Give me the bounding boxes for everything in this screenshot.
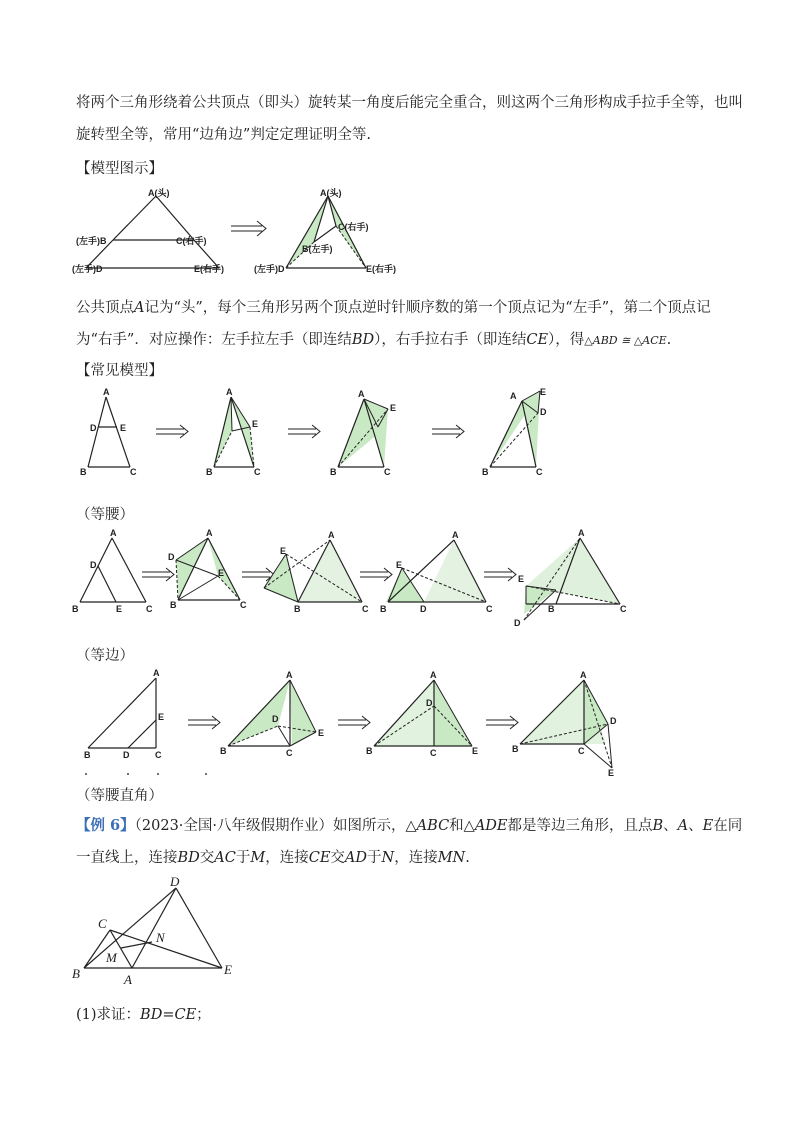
example-text: 交 [199,850,215,866]
example-var: ABC [416,818,450,834]
label-a: A [328,530,335,540]
label-a: A [286,670,293,680]
label-b: B [512,744,519,754]
example-var: B [652,818,664,834]
label-c: C [286,748,293,758]
label-n: N [156,930,165,945]
label-b: B [482,467,489,477]
isosceles-figures [76,385,576,480]
example-var: MN [437,850,466,866]
label-e: E [472,746,479,756]
model-label-b2: B(左手) [302,244,333,254]
label-c: C [384,467,391,477]
label-c: C [98,916,107,931]
arrow [188,716,220,729]
label-d: D [272,714,279,724]
example-text: 、 [688,818,703,834]
explain-text: 公共顶点 [76,300,134,316]
equi-fig-5 [514,528,627,628]
example-text: 于 [367,850,382,866]
equi-fig-4 [380,530,493,614]
label-a: A [206,528,213,538]
label-a: A [510,391,517,401]
example-var: E [702,818,714,834]
caption-isosceles: （等腰） [76,507,134,523]
explain-line-1 [76,298,711,318]
label-a: A [358,389,365,399]
section-heading-common: 【常见模型】 [76,363,163,379]
explain-text: . [666,332,672,348]
example-var: BD [177,850,200,866]
example-var: A [677,818,689,834]
model-label-d2: (左手)D [254,264,285,274]
example-text: （2023·全国·八年级假期作业）如图所示，△ [134,818,417,834]
label-e: E [252,419,259,429]
section-heading-model: 【模型图示】 [76,161,163,177]
label-b: B [206,467,213,477]
model-label-a: A(头) [148,188,170,198]
label-e: E [540,387,547,397]
model-label-e2: E(右手) [366,264,396,274]
question-text: ； [196,1007,211,1023]
label-a: A [226,387,233,397]
label-e: E [608,768,615,778]
label-d: D [90,560,97,570]
example-figure [64,872,254,992]
rt-fig-1 [84,668,207,775]
example-var: CE [308,850,331,866]
arrow [360,568,392,581]
arrow [156,425,188,438]
arrow [432,425,464,438]
arrow [484,568,516,581]
label-b: B [80,467,87,477]
model-label-a2: A(头) [320,188,342,198]
equi-fig-1 [72,528,153,614]
label-c: C [155,750,162,760]
label-b: B [330,467,337,477]
label-d: D [514,618,521,628]
label-b: B [294,604,301,614]
label-d: D [170,874,180,889]
example-text: 在同 [713,818,743,834]
label-c: C [130,467,137,477]
rt-fig-4 [512,670,617,778]
model-right-diagram [254,187,396,274]
arrow [486,716,518,729]
equi-fig-3 [264,530,369,614]
explain-text: 记为“头”，每个三角形另两个顶点逆时针顺序数的第一个顶点记为“左手”，第二个顶点记 [144,300,711,316]
label-d: D [123,750,130,760]
example-text: 都是等边三角形，且点 [507,818,653,834]
label-a: A [578,528,585,538]
label-c: C [430,748,437,758]
rt-fig-3 [366,670,478,758]
rt-fig-2 [220,670,324,758]
label-e: E [390,403,397,413]
model-label-c2: C(右手) [338,222,369,232]
explain-text: 为“右手”．对应操作：左手拉左手（即连结 [76,332,352,348]
model-label-e: E(右手) [194,264,224,274]
model-figure [72,188,416,278]
example-var: AC [214,850,236,866]
label-e: E [116,604,123,614]
label-d: D [426,698,433,708]
label-a: A [103,387,110,397]
question-1 [76,1005,211,1025]
label-e: E [280,546,287,556]
model-left-diagram [72,187,224,274]
label-b: B [72,966,80,981]
label-b: B [72,604,79,614]
equi-fig-2 [168,528,247,610]
example-text: 于 [235,850,251,866]
intro-line-1: 将两个三角形绕着公共顶点（即头）旋转某一角度后能完全重合，则这两个三角形构成手拉手全等，也叫 [76,95,743,111]
label-a: A [452,530,459,540]
label-b: B [380,604,387,614]
label-c: C [240,600,247,610]
iso-fig-1 [80,387,137,477]
example-text: 和△ [449,818,475,834]
label-b: B [84,750,91,760]
example-tag: 【例 6】 [76,817,135,834]
label-d: D [168,552,175,562]
arrow [288,425,320,438]
label-m: M [106,950,117,965]
label-c: C [578,746,585,756]
equilateral-figures [72,528,632,630]
label-e: E [224,962,232,977]
example-text: ，连接 [394,850,438,866]
label-c: C [486,604,493,614]
example-var: M [250,850,266,866]
label-a: A [580,670,587,680]
label-d: D [610,716,617,726]
label-b: B [220,746,227,756]
label-a: A [153,668,160,678]
label-e: E [120,423,127,433]
caption-equilateral: （等边） [76,648,134,664]
label-e: E [218,568,225,578]
iso-fig-4 [482,387,547,477]
label-c: C [146,604,153,614]
model-label-c: C(右手) [176,236,207,246]
example-text: 、 [663,818,678,834]
example-text: ，连接 [265,850,309,866]
explain-var-bd: BD [351,332,375,348]
label-c: C [536,467,543,477]
explain-var-ce: CE [526,332,549,348]
arrow [142,568,174,581]
label-d: D [420,604,427,614]
label-a: A [124,972,132,987]
example-text: 交 [330,850,345,866]
example-var: ADE [474,818,508,834]
model-arrow [231,221,266,236]
label-c: C [620,604,627,614]
label-c: C [254,467,261,477]
iso-fig-2 [206,387,261,477]
example-line-2 [76,848,470,868]
label-e: E [318,728,325,738]
label-a: A [430,670,437,680]
explain-text: ），右手拉右手（即连结 [374,332,527,348]
label-d: D [90,423,97,433]
question-var: BD=CE [140,1007,197,1023]
explain-congruence: △ABD ≅ △ACE [584,334,667,347]
example-var: AD [344,850,368,866]
example-var: N [381,850,395,866]
label-b: B [548,604,555,614]
label-e: E [518,574,525,584]
example-text: 一直线上，连接 [76,850,178,866]
label-e: E [158,712,165,722]
question-text: (1)求证： [76,1007,141,1023]
explain-var-a: A [134,300,145,316]
label-b: B [366,746,373,756]
model-label-d: (左手)D [72,264,103,274]
label-e: E [396,560,403,570]
isosceles-right-figures [76,670,636,780]
explain-line-2 [76,330,671,351]
intro-line-2: 旋转型全等，常用“边角边”判定定理证明全等. [76,127,371,143]
label-c: C [362,604,369,614]
caption-isosceles-right: （等腰直角） [76,788,163,804]
label-d: D [540,407,547,417]
example-line-1 [76,816,742,836]
example-text: . [465,850,470,866]
explain-text: ），得 [548,332,585,348]
arrow [338,716,370,729]
label-a: A [110,528,117,538]
iso-fig-3 [330,389,396,477]
model-label-b: (左手)B [76,236,107,246]
label-b: B [170,600,177,610]
